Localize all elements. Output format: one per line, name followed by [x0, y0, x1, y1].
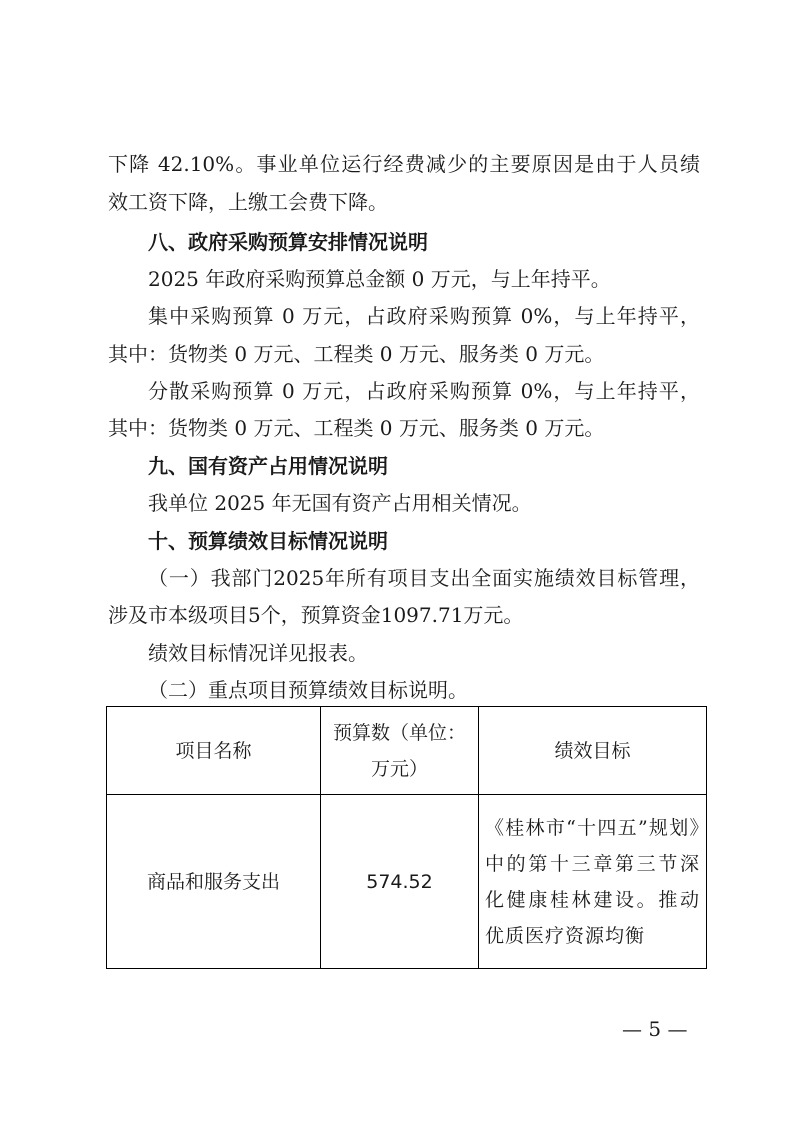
- cell-performance-goal: [479, 795, 707, 969]
- paragraph-efficiency-line2: 效工资下降，上缴工会费下降。: [108, 190, 388, 214]
- performance-goal-text: 《桂林市“十四五”规划》中的第十三章第三节深化健康桂林建设。推动优质医疗资源均衡: [485, 816, 700, 947]
- header-budget-line1: 预算数（单位：: [332, 721, 466, 744]
- paragraph-state-assets: 我单位 2025 年无国有资产占用相关情况。: [148, 491, 532, 515]
- header-performance-goal: 绩效目标: [479, 707, 707, 795]
- paragraph-decentralized-line2: 其中：货物类 0 万元、工程类 0 万元、服务类 0 万元。: [108, 416, 605, 440]
- header-budget-line2: 万元）: [370, 757, 428, 780]
- paragraph-centralized-line1: 集中采购预算 0 万元，占政府采购预算 0%，与上年持平，: [148, 304, 700, 328]
- header-project-name: 项目名称: [107, 707, 321, 795]
- cell-budget-amount: 574.52: [321, 795, 479, 969]
- paragraph-performance-line1: （一）我部门2025年所有项目支出全面实施绩效目标管理，: [148, 566, 700, 590]
- section-heading-10: 十、预算绩效目标情况说明: [148, 529, 388, 553]
- section-heading-9: 九、国有资产占用情况说明: [148, 454, 388, 478]
- section-heading-8: 八、政府采购预算安排情况说明: [148, 230, 428, 254]
- page-number: — 5 —: [622, 1017, 688, 1041]
- paragraph-performance-line2: 涉及市本级项目5个，预算资金1097.71万元。: [108, 603, 524, 627]
- paragraph-key-projects: （二）重点项目预算绩效目标说明。: [148, 678, 468, 702]
- table-header-row: [107, 707, 707, 795]
- paragraph-centralized-line2: 其中：货物类 0 万元、工程类 0 万元、服务类 0 万元。: [108, 342, 605, 366]
- table-row: [107, 795, 707, 969]
- performance-goals-table: [106, 706, 707, 969]
- cell-project-name: 商品和服务支出: [107, 795, 321, 969]
- paragraph-see-report: 绩效目标情况详见报表。: [148, 641, 368, 665]
- header-budget: [321, 707, 479, 795]
- paragraph-efficiency-line1: 下降 42.10%。事业单位运行经费减少的主要原因是由于人员绩: [108, 152, 700, 176]
- paragraph-procurement-total: 2025 年政府采购预算总金额 0 万元，与上年持平。: [148, 267, 611, 291]
- paragraph-decentralized-line1: 分散采购预算 0 万元，占政府采购预算 0%，与上年持平，: [148, 379, 700, 403]
